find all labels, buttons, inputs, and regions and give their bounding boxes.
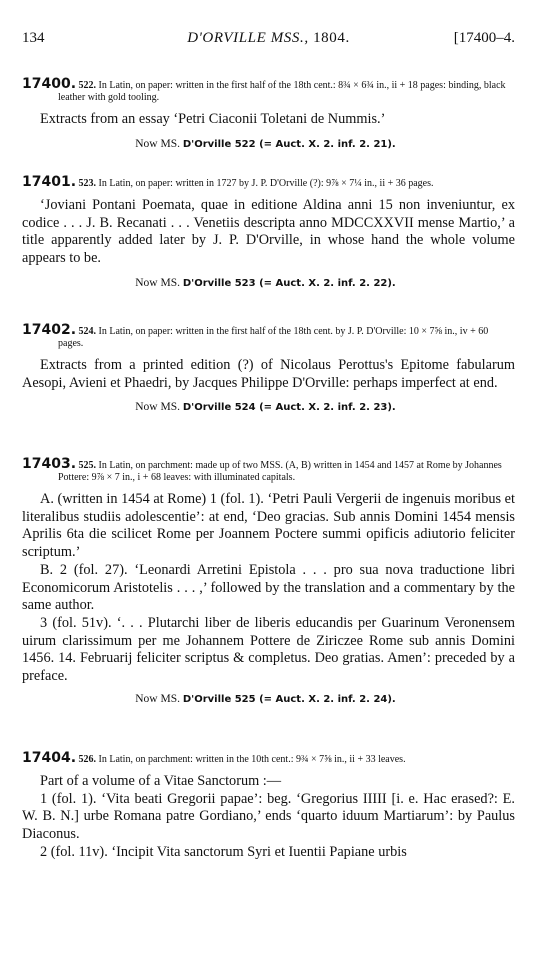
shelfmark-line	[22, 400, 515, 415]
shelfmark-line	[22, 692, 515, 707]
entry-number: 17403.	[22, 456, 77, 472]
article-number: 526.	[78, 754, 97, 765]
article-number: 525.	[78, 460, 97, 471]
shelfmark-line	[22, 137, 515, 152]
entry-paragraph: Part of a volume of a Vitae Sanctorum :—	[40, 773, 282, 789]
shelfmark-prefix: Now MS.	[135, 401, 180, 414]
running-title-text: D'ORVILLE MSS.,	[187, 30, 309, 46]
entry-paragraph: 3 (fol. 51v). ‘. . . Plutarchi liber de liberis educandis per Guarinum Veronensem uirum clarissimum per me Johannem Pottere de Ziriczee Rome sub annis Domini 1456. 14. Februarij feliciter scriptus & completus. Deo gratias. Amen’: preceded by a preface.	[22, 614, 515, 685]
shelfmark-prefix: Now MS.	[135, 137, 180, 150]
shelfmark: D'Orville 525 (= Auct. X. 2. inf. 2. 24).	[182, 693, 396, 705]
running-title	[22, 30, 515, 47]
entry-paragraph: 1 (fol. 1). ‘Vita beati Gregorii papae’: beg. ‘Gregorius IIIII [i. e. Hac erased?: E. W. B. N.] urbe Romana patre Gordiano,’ ends ‘quarto iduum Martiarum’: by Paulus Diaconus.	[22, 790, 515, 843]
shelfmark: D'Orville 524 (= Auct. X. 2. inf. 2. 23).	[182, 402, 396, 414]
entry-17400	[22, 78, 515, 152]
article-number: 522.	[78, 80, 97, 91]
entry-description	[22, 458, 515, 484]
page-number: 134	[22, 30, 45, 46]
shelfmark-prefix: Now MS.	[135, 276, 180, 289]
entry-physical-description: In Latin, on paper: written in 1727 by J. P. D'Orville (?): 9⅞ × 7¼ in., ii + 36 pages.	[98, 178, 434, 189]
entry-paragraph: A. (written in 1454 at Rome) 1 (fol. 1). ‘Petri Pauli Vergerii de ingenuis moribus et literalibus studiis adolescentie’: at end, ‘Deo gracias. Sub annis Domini 1454 mensis Aprilis 6ta die scilicet Rome per Joannem Poctere summi opificis adiutorio feliciter scriptum.’	[22, 491, 515, 561]
entry-17401	[22, 176, 515, 291]
shelfmark-line	[22, 276, 515, 291]
entry-description	[22, 752, 515, 766]
article-number: 523.	[78, 178, 97, 189]
running-title-year: 1804.	[313, 30, 350, 46]
entry-paragraph: ‘Joviani Pontani Poemata, quae in editione Aldina anni 15 non inveniuntur, ex codice . . . J. B. Recanati . . . Venetiis descripta anno MDCCXXVII mense Martio,’ a title apparently added later by J. P. D'Orville, in whose hand the whole volume appears to be.	[22, 197, 515, 267]
entry-paragraph: Extracts from an essay ‘Petri Ciaconii Toletani de Nummis.’	[40, 111, 386, 127]
entry-17402	[22, 324, 515, 415]
entry-physical-description: In Latin, on parchment: written in the 10th cent.: 9¾ × 7⅝ in., ii + 33 leaves.	[98, 754, 406, 765]
entry-number: 17401.	[22, 174, 77, 190]
article-number: 524.	[78, 326, 97, 337]
entry-physical-description: In Latin, on paper: written in the first half of the 18th cent. by J. P. D'Orville: 10 × 7⅝ in., iv + 60 pages.	[58, 326, 489, 349]
shelfmark-prefix: Now MS.	[135, 692, 180, 705]
entry-number: 17400.	[22, 76, 77, 92]
entry-paragraph: B. 2 (fol. 27). ‘Leonardi Arretini Epistola . . . pro sua nova traductione libri Economicorum Aristotelis . . . ,’ followed by the translation and a commentary by the same author.	[22, 561, 515, 614]
entry-description	[22, 78, 515, 104]
entry-physical-description: In Latin, on parchment: made up of two MSS. (A, B) written in 1454 and 1457 at Rome by Johannes Pottere: 9⅞ × 7 in., i + 68 leaves: with illuminated capitals.	[58, 460, 502, 483]
entry-paragraph: Extracts from a printed edition (?) of Nicolaus Perottus's Epitome fabularum Aesopi, Avieni et Phaedri, by Jacques Philippe D'Orville: perhaps imperfect at end.	[22, 357, 515, 391]
entry-range: [17400–4.	[453, 30, 515, 46]
entry-17403	[22, 458, 515, 707]
entry-17404	[22, 752, 515, 862]
entry-number: 17402.	[22, 322, 77, 338]
entry-physical-description: In Latin, on paper: written in the first half of the 18th cent.: 8¾ × 6¾ in., ii + 18 pages: binding, black leather with gold tooling.	[58, 80, 506, 103]
entry-description	[22, 176, 515, 190]
entry-paragraph: 2 (fol. 11v). ‘Incipit Vita sanctorum Syri et Iuentii Papiane urbis	[40, 843, 407, 860]
shelfmark: D'Orville 522 (= Auct. X. 2. inf. 2. 21).	[182, 138, 396, 150]
entry-description	[22, 324, 515, 350]
entry-number: 17404.	[22, 750, 77, 766]
shelfmark: D'Orville 523 (= Auct. X. 2. inf. 2. 22).	[182, 277, 396, 289]
running-header	[22, 30, 515, 50]
